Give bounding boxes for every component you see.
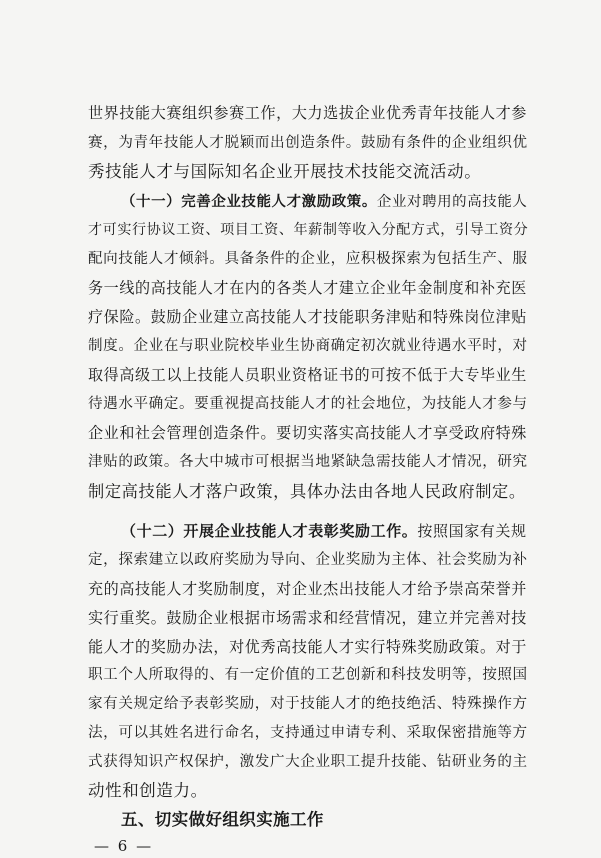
body-text-line: 动性和创造力。 (88, 781, 208, 800)
body-text-line: 疗保险。鼓励企业建立高技能人才技能职务津贴和特殊岗位津贴 (88, 308, 527, 326)
body-text-line: 待遇水平确定。要重视提高技能人才的社会地位，为技能人才参与 (88, 395, 528, 412)
body-text-line: 务一线的高技能人才在内的各类人才建立企业年金制度和补充医 (88, 279, 527, 297)
body-text-line: 式获得知识产权保护，激发广大企业职工提升技能、钻研业务的主 (88, 753, 528, 770)
body-text-line: 秀技能人才与国际知名企业开展技术技能交流活动。 (88, 162, 482, 181)
section-heading: 五、切实做好组织实施工作 (121, 810, 324, 829)
body-text-line: 制度。企业在与职业院校毕业生协商确定初次就业待遇水平时，对 (88, 337, 528, 354)
body-text-line: 充的高技能人才奖励制度，对企业杰出技能人才给予崇高荣誉并 (88, 580, 527, 598)
body-text: 企业对聘用的高技能人 (376, 194, 528, 210)
body-text-line: 赛，为青年技能人才脱颖而出创造条件。鼓励有条件的企业组织优 (88, 134, 528, 151)
subsection-heading: （十二）开展企业技能人才表彰奖励工作。 (121, 522, 418, 540)
body-text-line: 津贴的政策。各大中城市可根据当地紧缺急需技能人才情况，研究 (88, 453, 528, 470)
body-text-line: 世界技能大赛组织参赛工作，大力选拔企业优秀青年技能人才参 (88, 104, 527, 122)
body-text-line: 企业和社会管理创造条件。要切实落实高技能人才享受政府特殊 (88, 424, 527, 442)
body-text-line: 取得高级工以上技能人员职业资格证书的可按不低于大专毕业生 (88, 366, 527, 384)
subsection-heading: （十一）完善企业技能人才激励政策。 (121, 194, 377, 210)
body-text-line: 家有关规定给予表彰奖励，对于技能人才的绝技绝活、特殊操作方 (88, 695, 528, 712)
paragraph-first-line (121, 190, 526, 214)
body-text-line: 才可实行协议工资、项目工资、年薪制等收入分配方式，引导工资分 (88, 222, 529, 238)
paragraph-first-line (121, 519, 526, 543)
body-text: 按照国家有关规 (417, 522, 527, 540)
body-text-line: 配向技能人才倾斜。具备条件的企业，应积极探索为包括生产、服 (88, 250, 528, 267)
page-number: — 6 — (94, 837, 154, 855)
body-text-line: 实行重奖。鼓励企业根据市场需求和经营情况，建立并完善对技 (88, 609, 527, 627)
body-text-line: 制定高技能人才落户政策，具体办法由各地人民政府制定。 (88, 482, 526, 501)
body-text-line: 定，探索建立以政府奖励为导向、企业奖励为主体、社会奖励为补 (88, 551, 528, 568)
body-text-line: 能人才的奖励办法，对优秀高技能人才实行特殊奖励政策。对于 (88, 638, 527, 656)
body-text-line: 法，可以其姓名进行命名，支持通过申请专利、采取保密措施等方 (88, 724, 528, 741)
body-text-line: 职工个人所取得的、有一定价值的工艺创新和科技发明等，按照国 (88, 666, 528, 683)
